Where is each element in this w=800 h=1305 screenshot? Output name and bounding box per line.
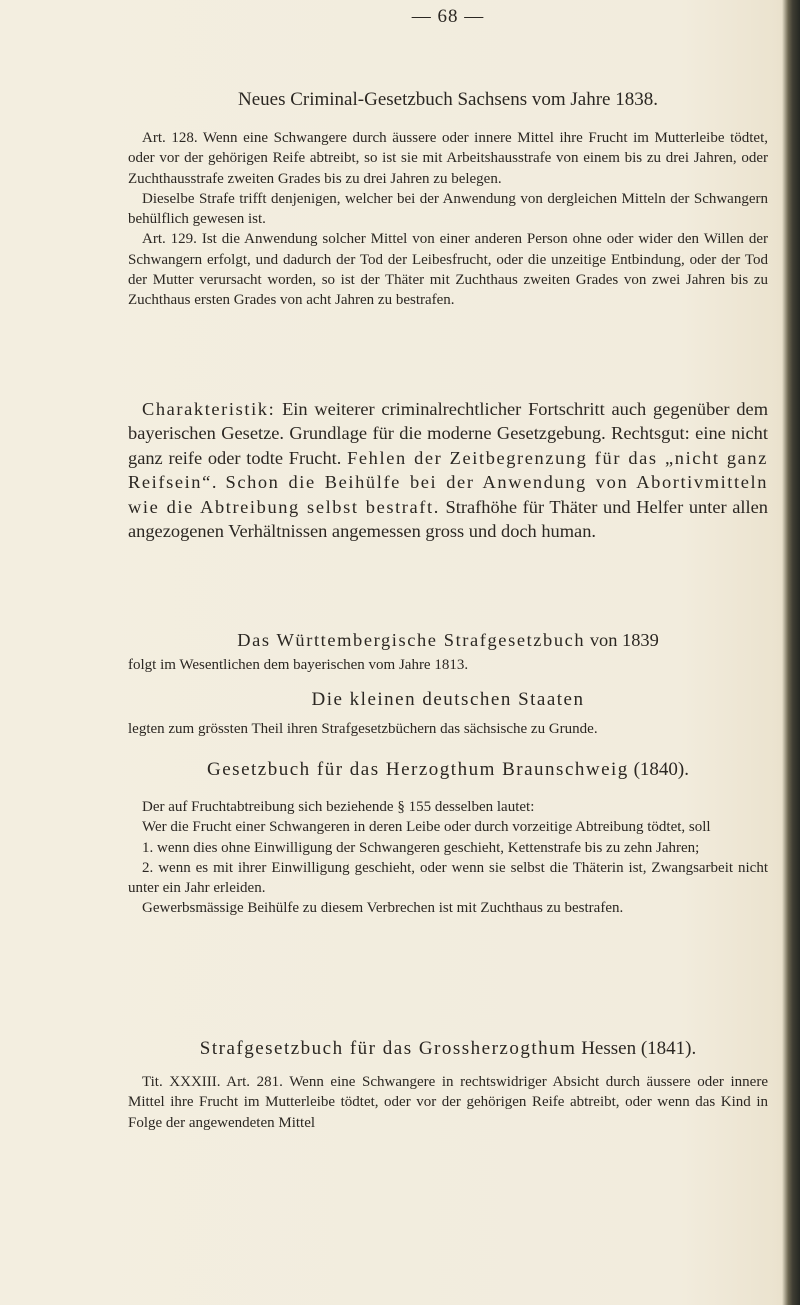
charakteristik-label: Charakteristik:: [142, 399, 276, 419]
kleinen-staaten-title: Die kleinen deutschen Staaten: [311, 689, 585, 710]
section-heading-hessen: [128, 1037, 768, 1061]
article-129-paragraph: Art. 129. Ist die Anwendung solcher Mittel von einer anderen Person ohne oder wider den Willen der Schwangern erfolgt, und dadurch der Tod der Leibesfrucht, oder die unzeitige Entbindung, oder der Tod der Mutter verursacht worden, so ist der Thäter mit Zuchthaus zweiten Grades von zwei Jahren bis zu Zuchthaus ersten Grades von acht Jahren zu bestrafen.: [128, 231, 768, 309]
braunschweig-heading-year: (1840).: [628, 759, 689, 780]
article-128-second-paragraph: Dieselbe Strafe trifft denjenigen, welcher bei der Anwendung von dergleichen Mitteln der Schwangern behülflich gewesen ist.: [128, 190, 768, 228]
braunschweig-heading-title: Gesetzbuch für das Herzogthum Braunschweig: [207, 759, 629, 780]
braunschweig-paragraph-beihuelfe: Gewerbsmässige Beihülfe zu diesem Verbrechen ist mit Zuchthaus zu bestrafen.: [142, 900, 624, 917]
hessen-heading-title: Strafgesetzbuch für das Grossherzogthum: [199, 1038, 577, 1059]
braunschweig-paragraph-intro: Der auf Fruchtabtreibung sich beziehende § 155 desselben lautet:: [142, 799, 535, 815]
section-heading-braunschweig: [128, 758, 768, 782]
section-saxony-body: [128, 128, 768, 311]
section-heading-saxony: Neues Criminal-Gesetzbuch Sachsens vom Jahre 1838.: [237, 89, 658, 110]
braunschweig-paragraph-law: Wer die Frucht einer Schwangeren in deren Leibe oder durch vorzeitige Abtreibung tödtet, soll: [142, 819, 711, 836]
charakteristik-emphasis-2: Schon die Beihülfe bei der Anwendung von Abortivmitteln wie die Abtreibung selbst bestraft.: [128, 472, 768, 517]
braunschweig-item-2: 2. wenn es mit ihrer Einwilligung geschieht, oder wenn sie selbst die Thäterin ist, Zwangsarbeit nicht unter ein Jahr erleiden.: [128, 859, 768, 897]
charakteristik-text-1: Ein weiterer criminalrechtlicher Fortschritt auch gegenüber dem bayerischen Gesetze. Grundlage für die moderne Gesetzgebung. Rechtsgut: eine nicht ganz reife oder todte Frucht.: [128, 399, 768, 468]
section-heading-wuerttemberg: [128, 630, 768, 651]
charakteristik-text-3: Strafhöhe für Thäter und Helfer unter allen angezogenen Verhältnissen angemessen gross und doch human.: [128, 496, 768, 542]
braunschweig-item-1: 1. wenn dies ohne Einwilligung der Schwangeren geschieht, Kettenstrafe bis zu zehn Jahren;: [142, 839, 700, 856]
section-hessen-body: [128, 1072, 768, 1133]
charakteristik-space: [218, 472, 225, 492]
hessen-article-281: Tit. XXXIII. Art. 281. Wenn eine Schwangere in rechtswidriger Absicht durch äussere oder innere Mittel ihre Frucht im Mutterleibe tödtet, oder vor der gehörigen Reife abtreibt, oder wenn das Kind in Folge der angewendeten Mittel: [128, 1074, 768, 1131]
page-number: — 68 —: [411, 6, 485, 27]
wuerttemberg-heading-title: Das Württembergische Strafgesetzbuch: [237, 630, 586, 650]
section-heading-kleinen-staaten: [128, 688, 768, 712]
article-128-paragraph: Art. 128. Wenn eine Schwangere durch äussere oder innere Mittel ihre Frucht im Mutterleibe tödtet, oder vor der gehörigen Reife abtreibt, so ist sie mit Arbeitshausstrafe von einem bis zu drei Jahren, oder Zuchthausstrafe zweiten Grades bis zu drei Jahren zu belegen.: [128, 130, 768, 187]
charakteristik-paragraph: [128, 397, 768, 543]
hessen-heading-year: Hessen (1841).: [576, 1038, 697, 1059]
section-braunschweig-body: [128, 797, 768, 919]
charakteristik-emphasis-1: Fehlen der Zeitbegrenzung für das „nicht ganz Reifsein“.: [128, 447, 768, 493]
page-edge-shadow: [782, 0, 800, 1305]
wuerttemberg-text: folgt im Wesentlichen dem bayerischen vom Jahre 1813.: [128, 657, 469, 673]
kleinen-staaten-text: legten zum grössten Theil ihren Strafgesetzbüchern das sächsische zu Grunde.: [128, 721, 598, 737]
wuerttemberg-heading-year: von 1839: [585, 630, 659, 650]
